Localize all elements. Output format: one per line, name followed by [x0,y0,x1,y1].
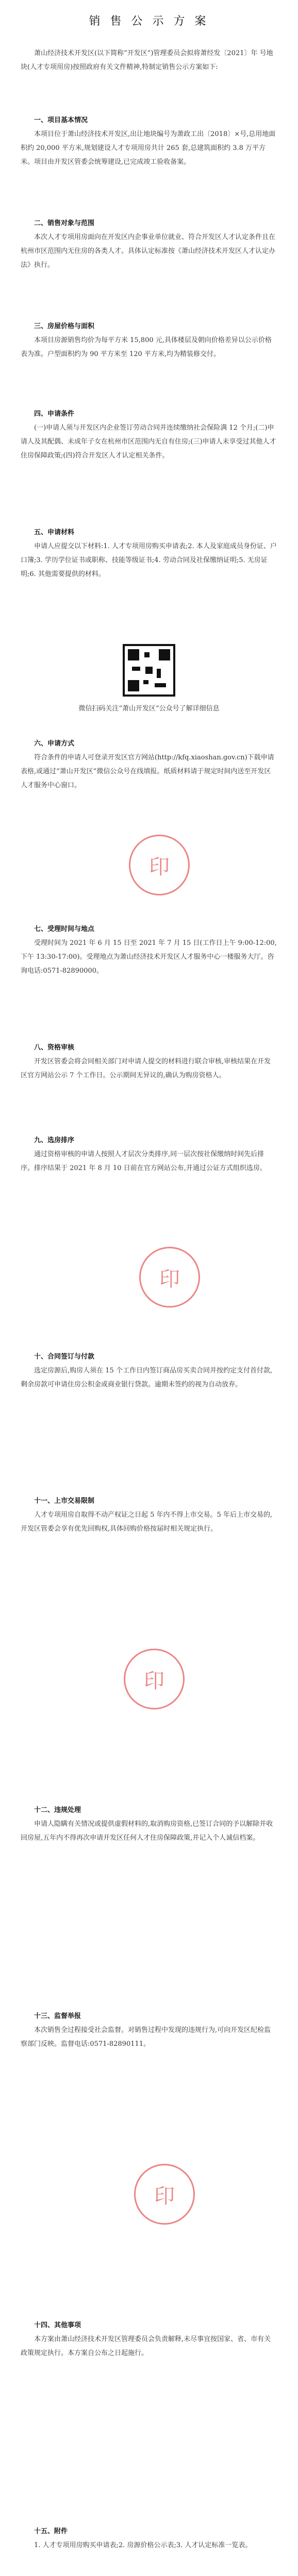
section-15-body: 1. 人才专项用房购买申请表;2. 房源价格公示表;3. 人才认定标准一览表。 [34,2541,252,2549]
seal-glyph: 印 [149,855,170,879]
official-seal-2 [139,1247,200,1308]
section-9-body: 通过资格审核的申请人按照人才层次分类排序,同一层次按社保缴纳时间先后排序。排序结果于 2021 年 8 月 10 日前在官方网站公布,并通过公证方式组织选房。 [21,1150,267,1172]
section-13-body: 本次销售全过程接受社会监督。对销售过程中发现的违规行为,可向开发区纪检监察部门反映。监督电话:0571-82890111。 [21,2026,271,2048]
section-1 [21,113,277,169]
section-6 [21,737,277,792]
section-1-heading: 一、项目基本情况 [34,116,88,124]
section-15 [21,2524,277,2552]
section-4 [21,407,277,463]
official-seal-3 [124,1649,185,1709]
section-7-heading: 七、受理时间与地点 [34,925,95,933]
section-11 [21,1494,277,1536]
intro-section [21,46,277,74]
official-seal-4 [134,2164,195,2225]
section-2-heading: 二、销售对象与范围 [34,219,95,227]
section-2 [21,216,277,272]
section-13-heading: 十三、监督举报 [34,2012,81,2020]
section-2-body: 本次人才专项用房面向在开发区内企事业单位就业、符合开发区人才认定条件且在杭州市区范围内无住房的各类人才。具体认定标准按《萧山经济技术开发区人才认定办法》执行。 [21,233,276,269]
section-12 [21,1803,277,1845]
section-15-heading: 十五、附件 [34,2528,68,2535]
section-11-body: 人才专项用房自取得不动产权证之日起 5 年内不得上市交易。5 年后上市交易的,开发区管委会享有优先回购权,具体回购价格按届时相关规定执行。 [21,1511,273,1533]
section-7 [21,922,277,978]
section-5-heading: 五、申请材料 [34,529,75,536]
section-10-heading: 十、合同签订与付款 [34,1353,95,1361]
section-14-heading: 十四、其他事项 [34,2321,81,2329]
section-13 [21,2009,277,2051]
section-4-body: (一)申请人须与开发区内企业签订劳动合同并连续缴纳社会保险满 12 个月;(二)申请人及其配偶、未成年子女在杭州市区范围内无自有住房;(三)申请人未享受过其他人才住房保障政策;(四)符合开发区人才认定相关条件。 [21,424,276,460]
section-4-heading: 四、申请条件 [34,410,75,418]
section-6-heading: 六、申请方式 [34,740,75,748]
section-5 [21,526,277,581]
qr-code [123,644,175,697]
section-14-body: 本方案由萧山经济技术开发区管理委员会负责解释,未尽事宜按国家、省、市有关政策规定执行。本方案自公布之日起施行。 [21,2335,271,2357]
official-seal [129,835,190,895]
intro-paragraph: 萧山经济技术开发区(以下简称“开发区”)管理委员会拟将萧经发〔2021〕年 号地块(人才专项用房)按照政府有关文件精神,特制定销售公示方案如下: [21,49,273,71]
section-9-heading: 九、选房排序 [34,1137,75,1144]
qr-caption-wrap [21,702,277,716]
section-7-body: 受理时间为 2021 年 6 月 15 日至 2021 年 7 月 15 日(工作日上午 9:00-12:00,下午 13:30-17:00)。受理地点为萧山经济技术开发区人才服务中心一楼服务大厅。咨询电话:0571-82890000。 [21,939,277,975]
section-1-body: 本项目位于萧山经济技术开发区,出让地块编号为萧政工出〔2018〕×号,总用地面积约 20,000 平方米,规划建设人才专项用房共计 265 套,总建筑面积约 3.8 万平方米。项目由开发区管委会统筹建设,已完成竣工验收备案。 [21,130,276,166]
section-8 [21,1041,277,1082]
page-title: 销 售 公 示 方 案 [89,15,209,28]
section-6-body: 符合条件的申请人可登录开发区官方网站(http://kfq.xiaoshan.gov.cn)下载申请表格,或通过“萧山开发区”微信公众号在线填报。纸质材料请于规定时间内送至开发区人才服务中心窗口。 [21,754,274,789]
section-10 [21,1350,277,1392]
qr-caption: 微信扫码关注“萧山开发区”公众号了解详细信息 [78,705,220,713]
section-12-heading: 十二、违规处理 [34,1806,81,1814]
section-9 [21,1133,277,1175]
section-3 [21,319,277,361]
section-8-body: 开发区管委会将会同相关部门对申请人提交的材料进行联合审核,审核结果在开发区官方网站公示 7 个工作日。公示期间无异议的,确认为购房资格人。 [21,1058,271,1079]
section-10-body: 选定房源后,购房人须在 15 个工作日内签订商品房买卖合同并按约定支付首付款,剩余房款可申请住房公积金或商业银行贷款。逾期未签约的视为自动放弃。 [21,1367,273,1388]
seal-glyph-3: 印 [144,1669,164,1693]
section-3-body: 本项目房源销售均价为每平方米 15,800 元,具体楼层及朝向价格差异以公示价格表为准。户型面积约为 90 平方米至 120 平方米,均为精装修交付。 [21,336,272,358]
section-8-heading: 八、资格审核 [34,1044,75,1052]
section-3-heading: 三、房屋价格与面积 [34,323,95,330]
section-5-body: 申请人应提交以下材料:1. 人才专项用房购买申请表;2. 本人及家庭成员身份证、户口簿;3. 学历学位证书或职称、技能等级证书;4. 劳动合同及社保缴纳证明;5. 无房证明;6. 其他需要提供的材料。 [21,543,277,578]
section-11-heading: 十一、上市交易限制 [34,1497,95,1505]
seal-glyph-4: 印 [154,2184,175,2208]
section-14 [21,2318,277,2360]
section-12-body: 申请人隐瞒有关情况或提供虚假材料的,取消购房资格,已签订合同的予以解除并收回房屋,五年内不得再次申请开发区任何人才住房保障政策,并记入个人诚信档案。 [21,1820,273,1842]
seal-glyph-2: 印 [159,1267,180,1291]
